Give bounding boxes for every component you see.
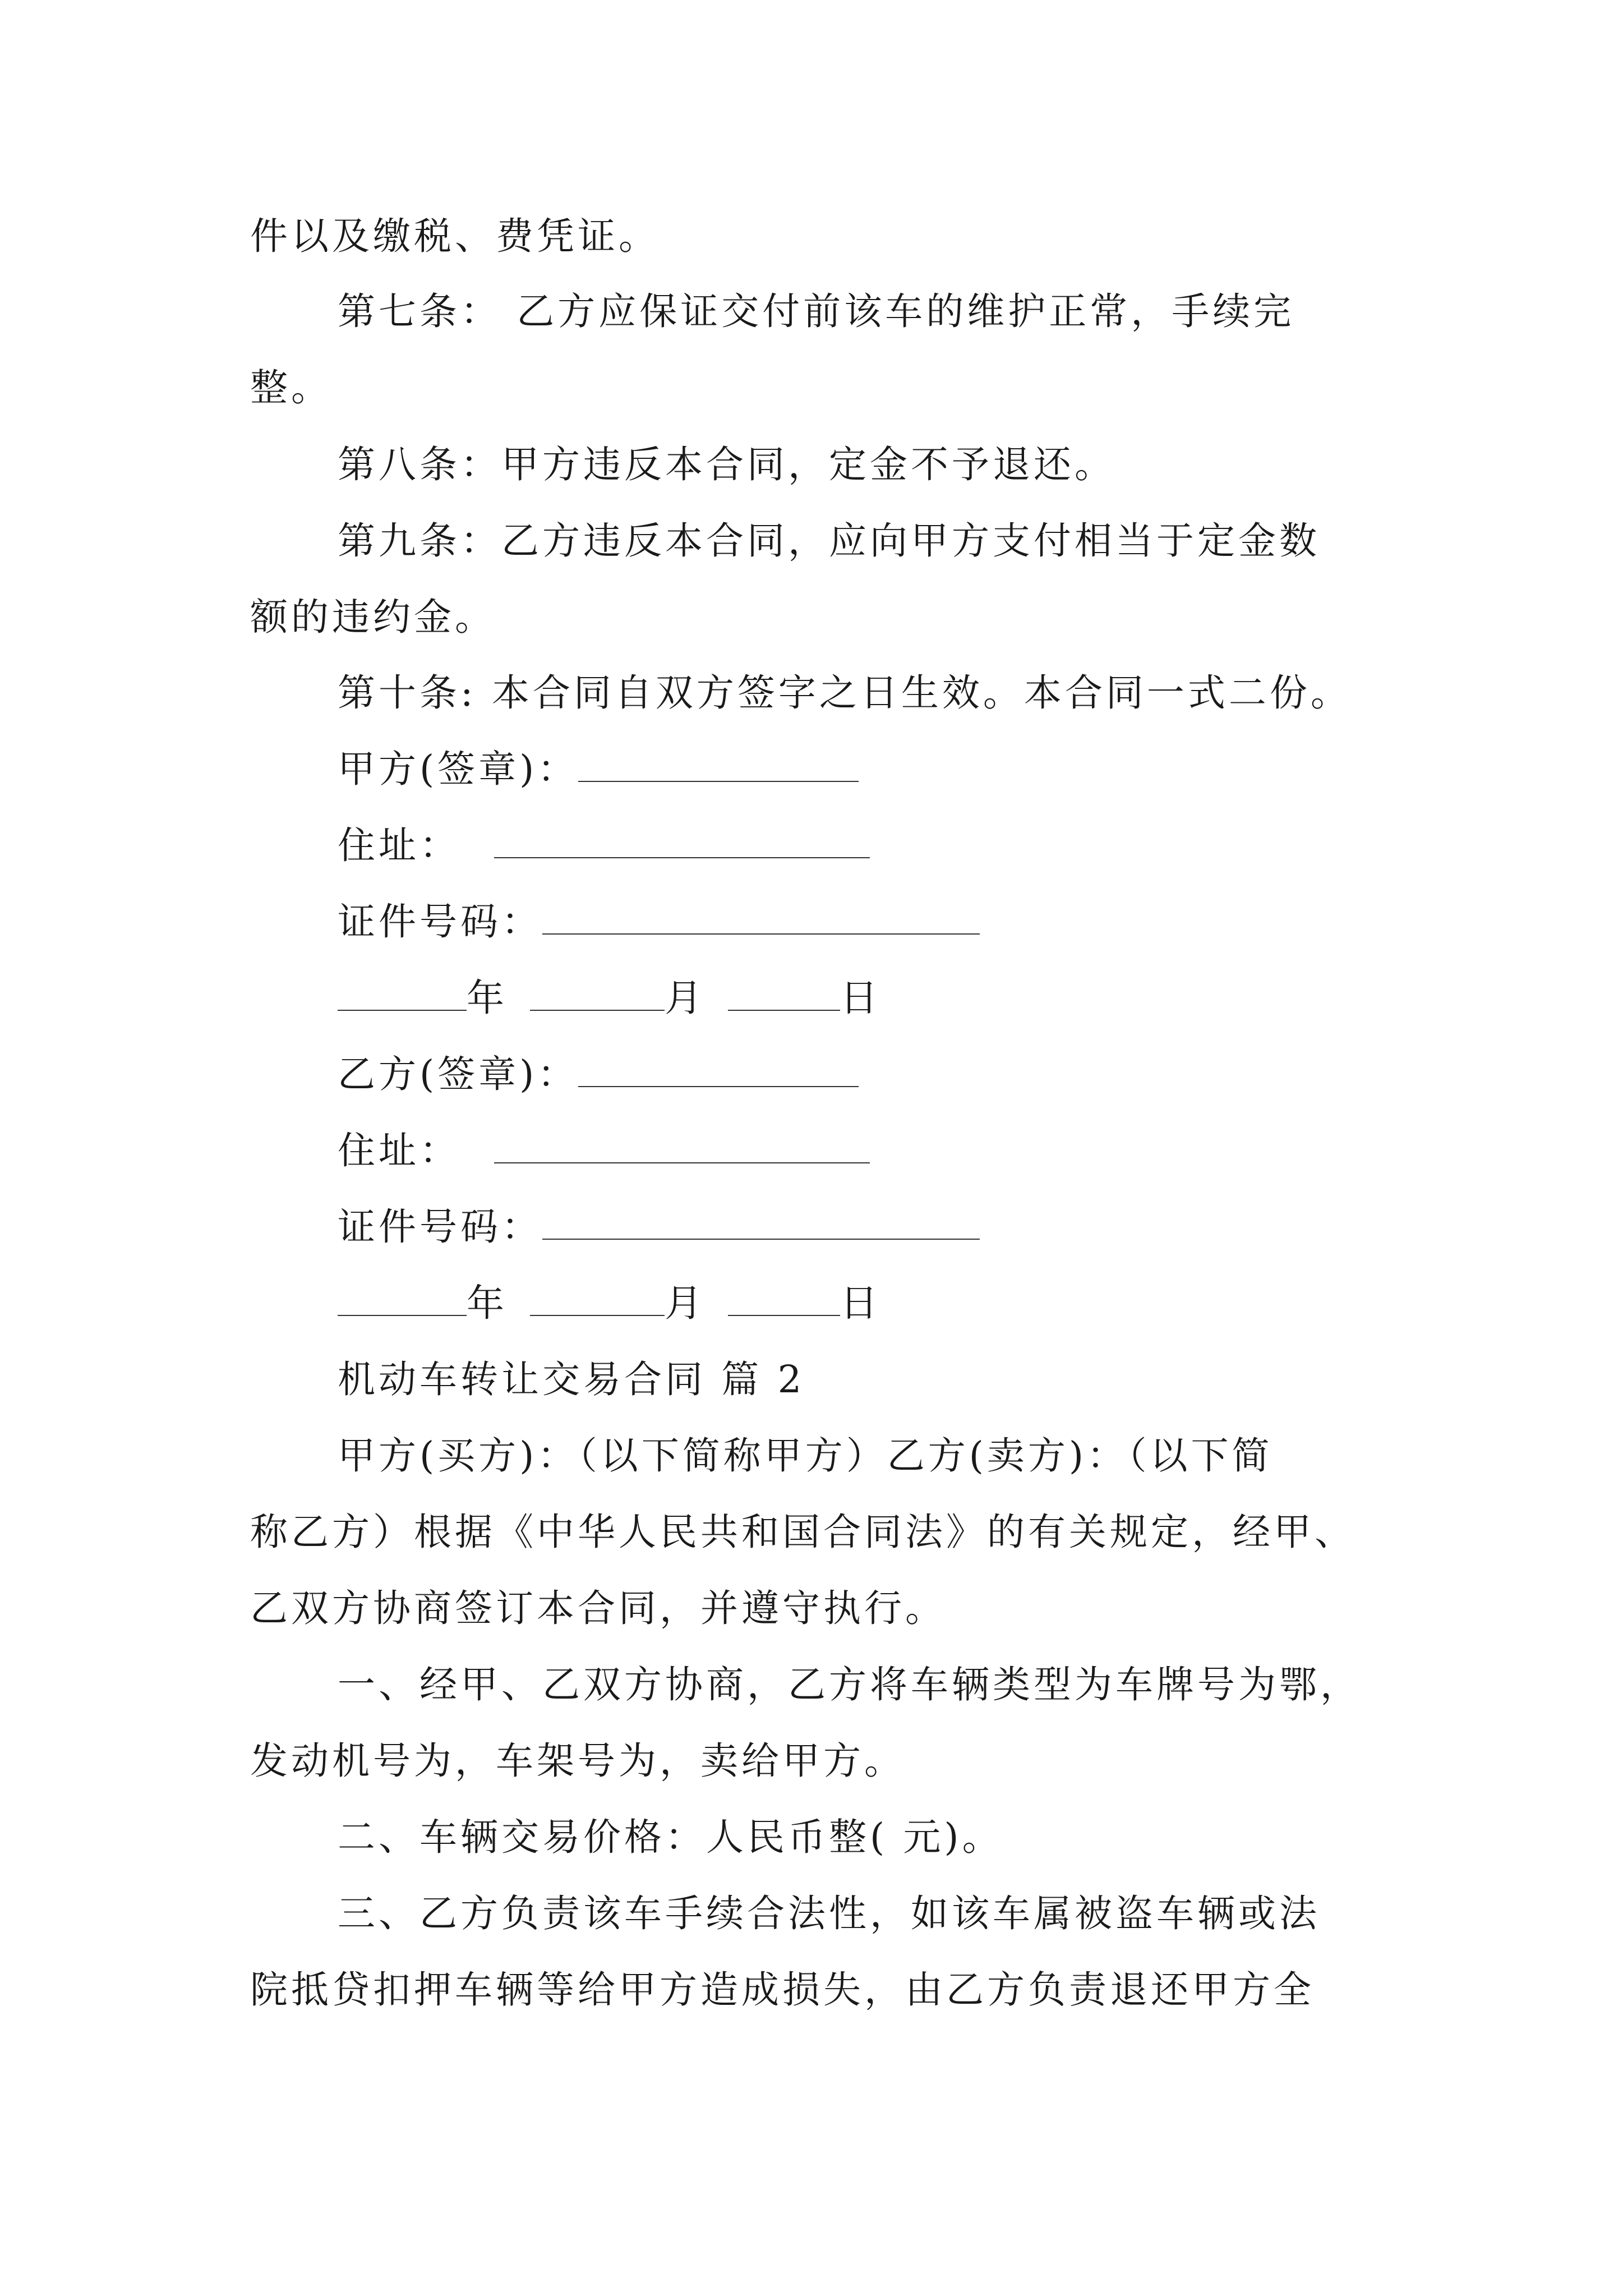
article-7: 第七条： 乙方应保证交付前该车的维护正常，手续完 [338,289,1295,333]
paragraph-line: 发动机号为，车架号为，卖给甲方。 [250,1739,905,1783]
party-b-sign-label: 乙方(签章)： [338,1052,579,1096]
article-9: 第九条：乙方违反本合同，应向甲方支付相当于定金数 [338,519,1320,563]
text-line: 整。 [250,366,332,409]
party-a-date-line [338,973,881,1023]
year-label: 年 [467,1281,508,1325]
party-a-signature-line [338,744,859,794]
party-b-address-line [338,1125,870,1176]
paragraph-line: 称乙方）根据《中华人民共和国合同法》的有关规定，经甲、 [250,1510,1355,1554]
day-blank [728,976,840,1011]
day-label: 日 [840,1281,881,1325]
party-b-signature-line [338,1049,859,1099]
party-b-address-label: 住址： [338,1129,460,1172]
paragraph-line: 甲方(买方)：（以下简称甲方）乙方(卖方)：（以下简 [338,1434,1273,1478]
text-line: 额的违约金。 [250,595,496,639]
month-blank [530,976,665,1011]
party-b-date-line [338,1278,881,1328]
day-blank [728,1281,840,1316]
party-b-id-line [338,1202,980,1252]
party-b-id-label: 证件号码： [338,1205,542,1249]
month-label: 月 [665,976,706,1020]
month-label: 月 [665,1281,706,1325]
clause-3: 三、乙方负责该车手续合法性，如该车属被盗车辆或法 [338,1892,1320,1935]
party-a-id-line [338,896,980,947]
party-a-sign-blank [578,747,859,782]
paragraph-line: 乙双方协商签订本合同，并遵守执行。 [250,1586,946,1630]
year-blank [338,1281,467,1316]
clause-2: 二、车辆交易价格：人民币整( 元)。 [338,1815,1003,1859]
party-a-address-blank [494,823,870,858]
year-blank [338,976,467,1011]
party-b-id-blank [542,1205,980,1240]
section-title: 机动车转让交易合同 篇 2 [338,1358,805,1401]
month-blank [530,1281,665,1316]
party-b-address-blank [494,1129,870,1163]
article-10: 第十条: 本合同自双方签字之日生效。本合同一式二份。 [338,671,1352,715]
year-label: 年 [467,976,508,1020]
article-8: 第八条：甲方违反本合同，定金不予退还。 [338,443,1115,486]
party-a-id-blank [542,900,980,935]
day-label: 日 [840,976,881,1020]
party-a-address-label: 住址： [338,823,460,867]
text-line: 件以及缴税、费凭证。 [250,214,660,258]
party-a-sign-label: 甲方(签章)： [338,747,579,791]
party-a-address-line [338,820,870,871]
party-b-sign-blank [578,1052,859,1087]
paragraph-line: 院抵贷扣押车辆等给甲方造成损失，由乙方负责退还甲方全 [250,1968,1315,2012]
party-a-id-label: 证件号码： [338,900,542,944]
clause-1: 一、经甲、乙双方协商，乙方将车辆类型为车牌号为鄂， [338,1663,1361,1706]
